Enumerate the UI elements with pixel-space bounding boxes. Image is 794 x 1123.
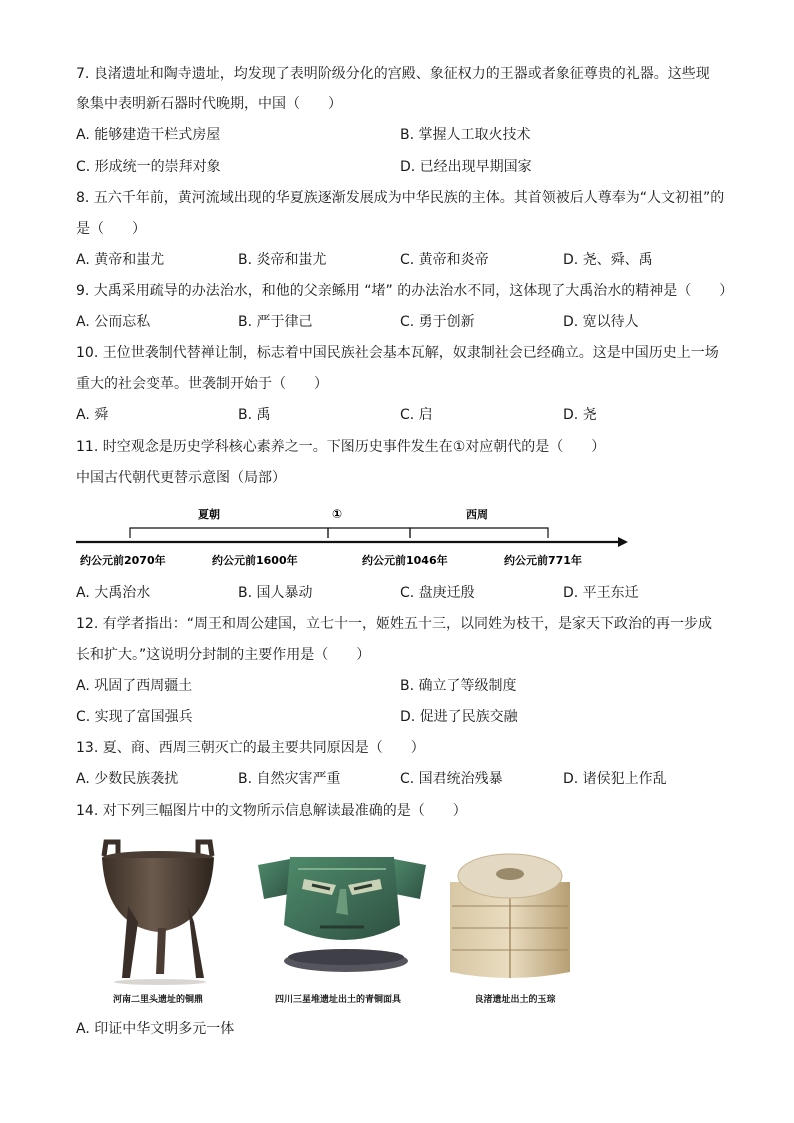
q11-option-d[interactable]: D. 平王东迁 [563,585,639,601]
q7-option-d[interactable]: D. 已经出现早期国家 [400,159,532,175]
bronze-ding-image [88,836,228,986]
q9-option-b[interactable]: B. 严于律己 [238,314,313,330]
q11-option-a[interactable]: A. 大禹治水 [76,585,151,601]
q10-option-c[interactable]: C. 启 [400,407,433,423]
q10-stem-line2: 重大的社会变革。世袭制开始于（ ） [76,376,328,392]
q9-stem-line1: 9. 大禹采用疏导的办法治水，和他的父亲鲧用 “堵” 的办法治水不同，这体现了大禹治水的精神是（ ） [76,283,734,299]
jade-cong-image [440,846,580,988]
q12-stem-line2: 长和扩大。”这说明分封制的主要作用是（ ） [76,647,371,663]
q13-stem-line1: 13. 夏、商、西周三朝灭亡的最主要共同原因是（ ） [76,740,425,756]
q11-stem-line1: 11. 时空观念是历史学科核心素养之一。下图历史事件发生在①对应朝代的是（ ） [76,439,606,455]
caption-bronze-ding: 河南二里头遗址的铜鼎 [112,995,203,1005]
q10-option-a[interactable]: A. 舜 [76,407,109,423]
q7-stem-line1: 7. 良渚遗址和陶寺遗址，均发现了表明阶级分化的宫殿、象征权力的王器或者象征尊贵的礼器。这些现 [76,66,710,82]
q12-option-b[interactable]: B. 确立了等级制度 [400,678,517,694]
q8-option-a[interactable]: A. 黄帝和蚩尤 [76,252,165,268]
dynasty-timeline [70,498,630,578]
q13-option-b[interactable]: B. 自然灾害严重 [238,771,341,787]
q12-stem-line1: 12. 有学者指出：“周王和周公建国，立七十一，姬姓五十三，以同姓为枝干，是家天下政治的再一步成 [76,616,712,632]
q8-option-c[interactable]: C. 黄帝和炎帝 [400,252,489,268]
q9-option-d[interactable]: D. 宽以待人 [563,314,639,330]
dynasty-label-xia: 夏朝 [198,508,220,521]
date-label-1046: 约公元前1046年 [362,554,448,567]
q7-stem-line2: 象集中表明新石器时代晚期，中国（ ） [76,96,342,112]
bracket-west-zhou [410,528,548,538]
q14-option-a[interactable]: A. 印证中华文明多元一体 [76,1021,235,1037]
caption-jade-cong: 良渚遗址出土的玉琮 [474,995,556,1005]
q9-option-c[interactable]: C. 勇于创新 [400,314,475,330]
date-label-1600: 约公元前1600年 [212,554,298,567]
q10-stem-line1: 10. 王位世袭制代替禅让制，标志着中国民族社会基本瓦解，奴隶制社会已经确立。这是中国历史上一场 [76,345,719,361]
bracket-shang [328,528,410,538]
q7-option-a[interactable]: A. 能够建造干栏式房屋 [76,127,221,143]
dynasty-label-blank: ① [332,507,343,521]
q8-option-d[interactable]: D. 尧、舜、禹 [563,252,653,268]
q8-stem-line1: 8. 五六千年前，黄河流域出现的华夏族逐渐发展成为中华民族的主体。其首领被后人尊奉为“人文初祖”的 [76,190,725,206]
caption-bronze-mask: 四川三星堆遗址出土的青铜面具 [274,995,401,1005]
q11-option-b[interactable]: B. 国人暴动 [238,585,313,601]
q11-chart-title: 中国古代朝代更替示意图（局部） [76,470,286,486]
q12-option-a[interactable]: A. 巩固了西周疆土 [76,678,193,694]
q10-option-d[interactable]: D. 尧 [563,407,597,423]
bracket-xia [130,528,328,538]
date-label-771: 约公元前771年 [504,554,582,567]
q14-stem-line1: 14. 对下列三幅图片中的文物所示信息解读最准确的是（ ） [76,803,467,819]
q7-option-b[interactable]: B. 掌握人工取火技术 [400,127,531,143]
q13-option-c[interactable]: C. 国君统治残暴 [400,771,503,787]
q12-option-d[interactable]: D. 促进了民族交融 [400,709,518,725]
q10-option-b[interactable]: B. 禹 [238,407,271,423]
q13-option-a[interactable]: A. 少数民族袭扰 [76,771,179,787]
q7-option-c[interactable]: C. 形成统一的崇拜对象 [76,159,221,175]
q9-option-a[interactable]: A. 公而忘私 [76,314,151,330]
q8-option-b[interactable]: B. 炎帝和蚩尤 [238,252,327,268]
q13-option-d[interactable]: D. 诸侯犯上作乱 [563,771,667,787]
bronze-mask-image [250,855,432,975]
q8-stem-line2: 是（ ） [76,221,146,237]
timeline-arrow [618,537,628,547]
q12-option-c[interactable]: C. 实现了富国强兵 [76,709,193,725]
q11-option-c[interactable]: C. 盘庚迁殷 [400,585,475,601]
dynasty-label-west-zhou: 西周 [466,508,488,521]
date-label-2070: 约公元前2070年 [80,554,166,567]
